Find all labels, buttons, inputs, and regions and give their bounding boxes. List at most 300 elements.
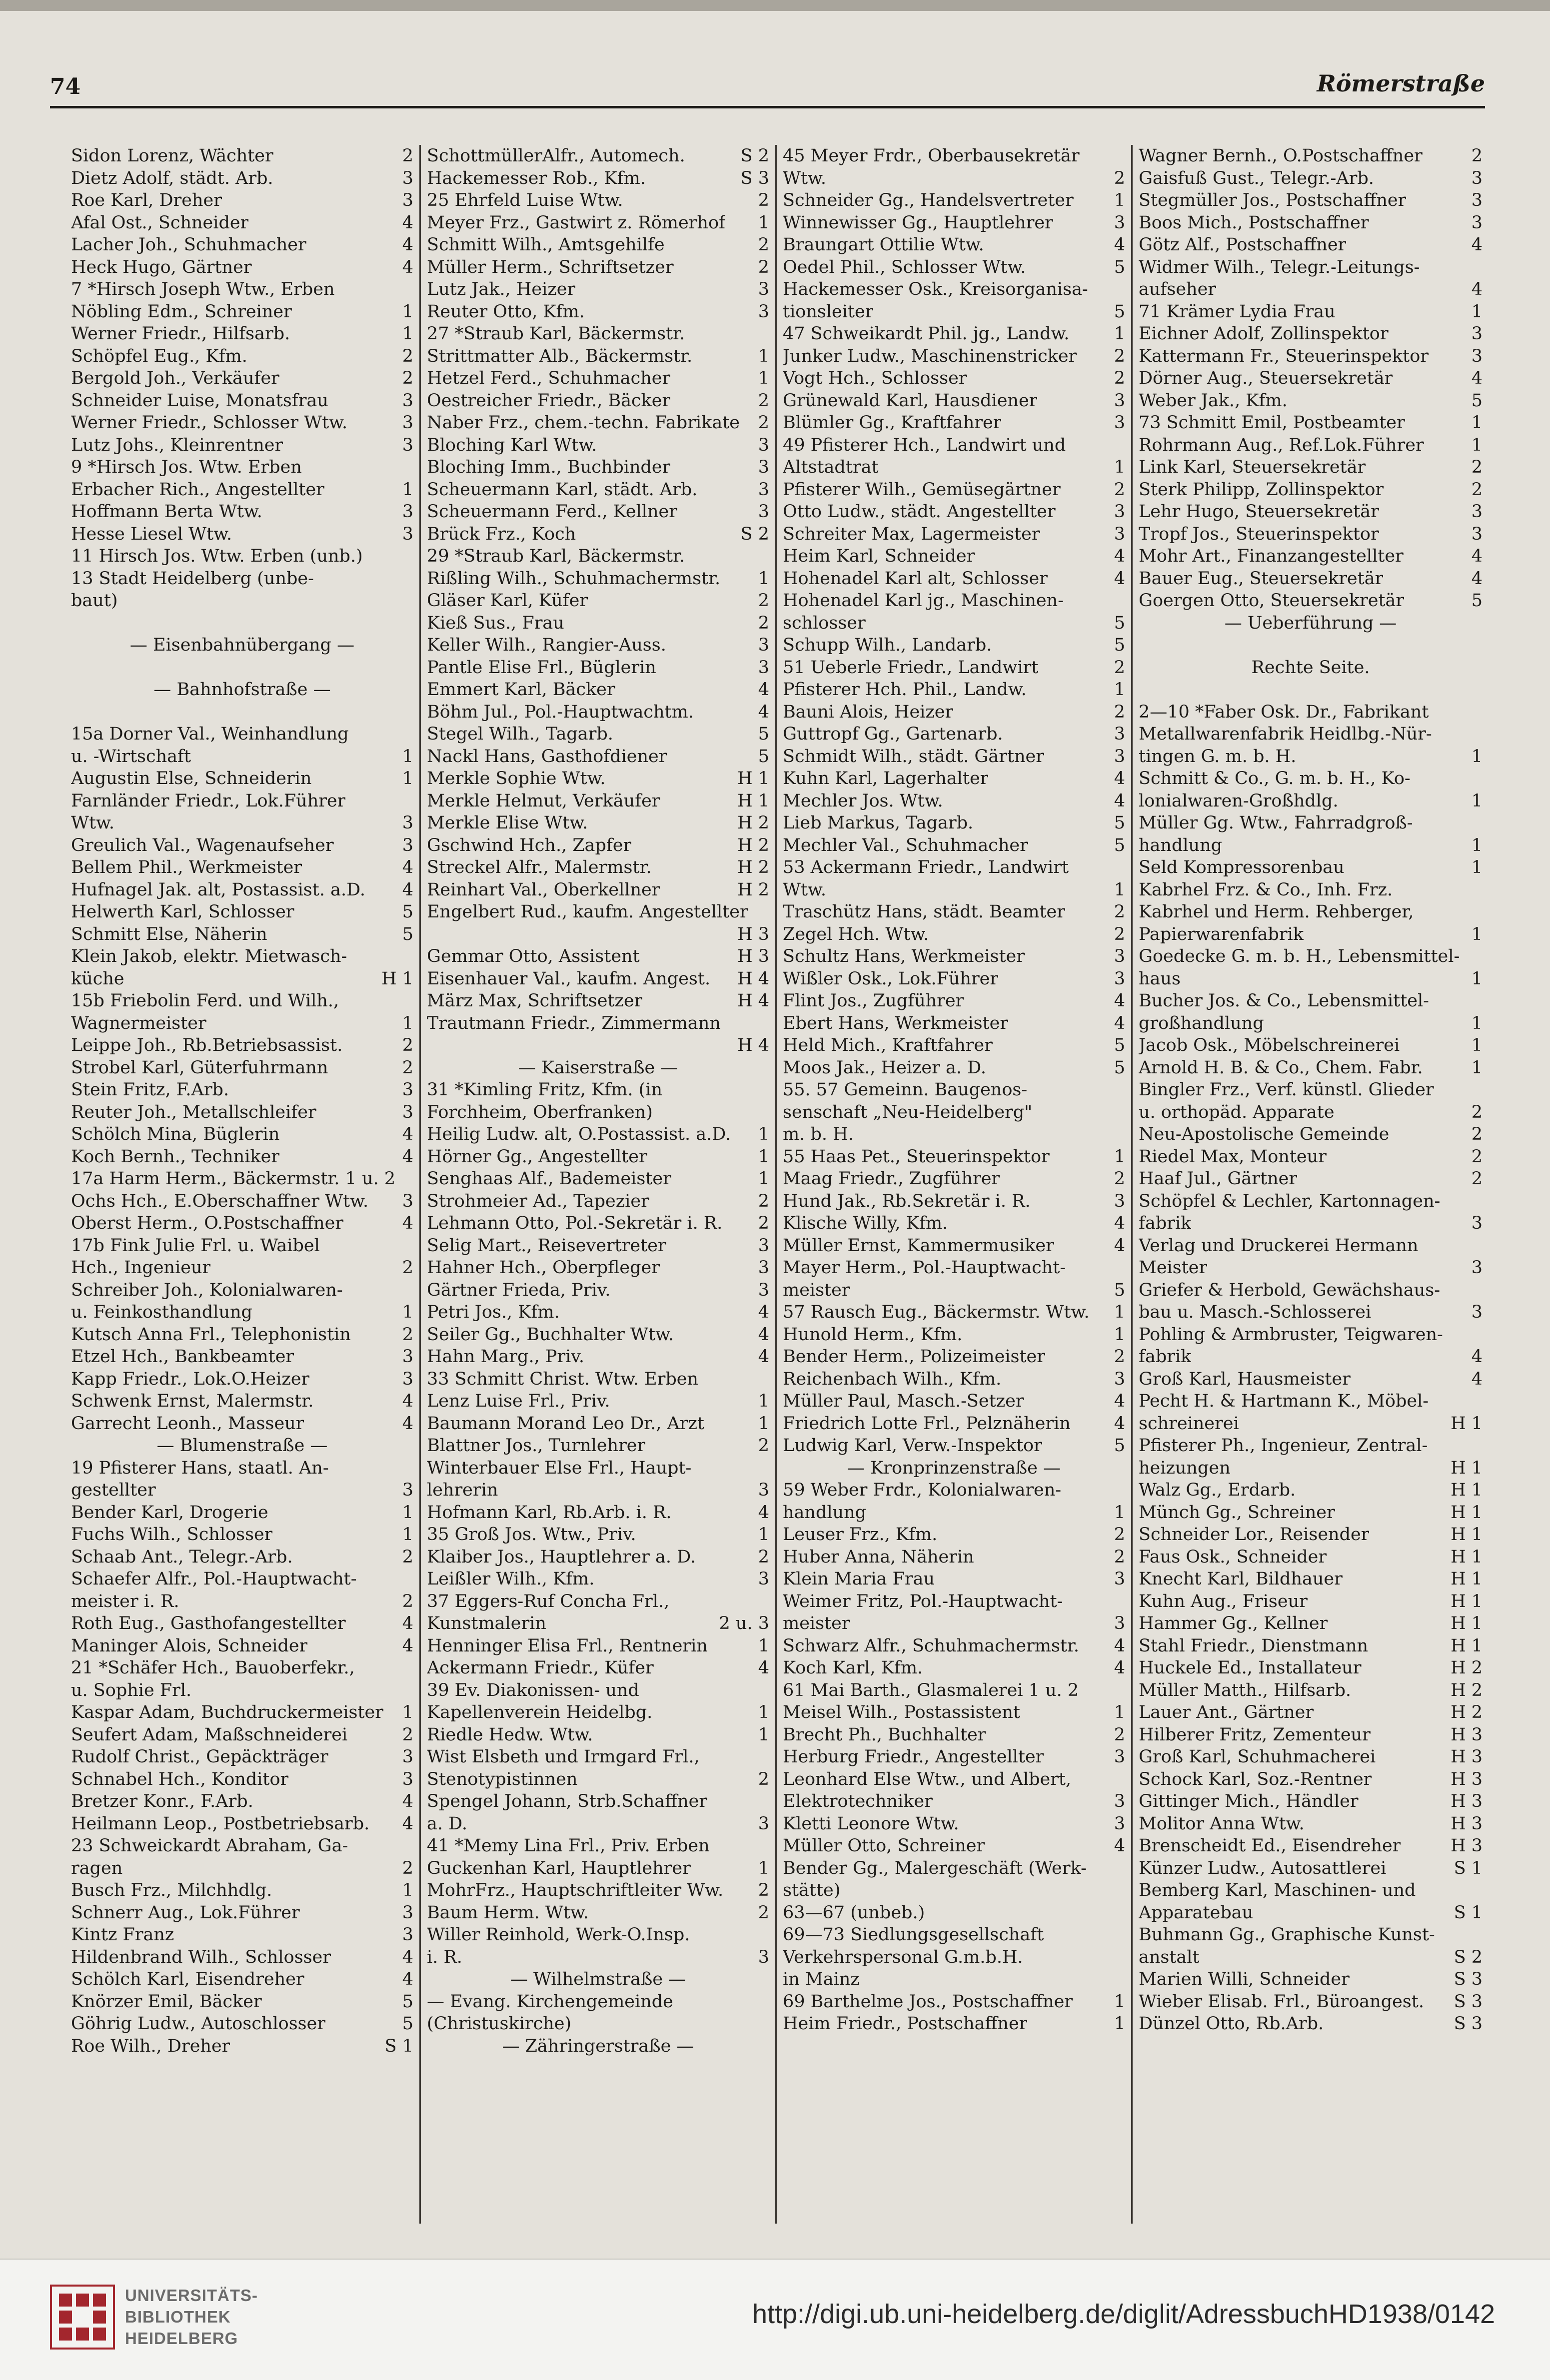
- entry-text: Apparatebau: [1139, 1902, 1254, 1923]
- directory-entry: [1139, 1079, 1483, 1101]
- directory-entry: [427, 1524, 769, 1546]
- entry-floor: S 3: [740, 168, 769, 188]
- entry-text: Klein Maria Frau: [783, 1569, 935, 1589]
- entry-floor: [1480, 1390, 1483, 1413]
- directory-entry: [71, 1502, 413, 1524]
- entry-floor: [1480, 945, 1483, 968]
- directory-entry: [71, 1034, 413, 1057]
- entry-floor: [1480, 1235, 1483, 1257]
- directory-entry: [71, 1413, 413, 1435]
- entry-text: — Eisenbahnübergang —: [129, 635, 355, 655]
- directory-entry: [427, 901, 769, 923]
- entry-floor: 2: [1471, 457, 1483, 477]
- entry-text: Tropf Jos., Steuerinspektor: [1139, 524, 1379, 544]
- entry-text: Brecht Ph., Buchhalter: [783, 1724, 986, 1745]
- entry-text: Hammer Gg., Kellner: [1139, 1613, 1328, 1633]
- entry-floor: 1: [758, 1858, 769, 1878]
- entry-text: Faus Osk., Schneider: [1139, 1547, 1327, 1567]
- entry-text: Goergen Otto, Steuersekretär: [1139, 591, 1405, 611]
- entry-text: Wagnermeister: [71, 1013, 206, 1033]
- entry-floor: 1: [758, 1146, 769, 1167]
- directory-entry: [427, 701, 769, 724]
- entry-floor: 2: [758, 1191, 769, 1211]
- entry-floor: [1480, 1190, 1483, 1213]
- directory-entry: [1139, 479, 1483, 501]
- entry-text: Kieß Sus., Frau: [427, 613, 564, 633]
- entry-floor: 2: [1114, 1724, 1125, 1745]
- directory-entry: [71, 456, 413, 479]
- directory-entry: [427, 256, 769, 279]
- entry-floor: H 1: [1451, 1502, 1483, 1523]
- entry-floor: [766, 1590, 769, 1613]
- entry-floor: 2: [1114, 1347, 1125, 1367]
- entry-text: Schreiber Joh., Kolonialwaren-: [71, 1280, 343, 1300]
- entry-text: Bender Herm., Polizeimeister: [783, 1347, 1045, 1367]
- entry-text: Hildenbrand Wilh., Schlosser: [71, 1947, 331, 1967]
- entry-floor: 3: [1114, 724, 1125, 744]
- entry-floor: [1480, 1879, 1483, 1902]
- directory-entry: [427, 278, 769, 301]
- entry-floor: 1: [758, 368, 769, 388]
- entry-text: Boos Mich., Postschaffner: [1139, 212, 1369, 233]
- entry-floor: 1: [1114, 680, 1125, 700]
- directory-entry: [783, 1991, 1125, 2013]
- directory-entry: [1139, 1034, 1483, 1057]
- entry-floor: 3: [1114, 212, 1125, 233]
- directory-entry: [71, 1902, 413, 1924]
- entry-text: Bloching Imm., Buchbinder: [427, 457, 671, 477]
- directory-entry: [1139, 1212, 1483, 1235]
- entry-floor: 2 u. 3: [719, 1613, 769, 1633]
- entry-floor: 2: [1114, 702, 1125, 722]
- entry-floor: 3: [1114, 1569, 1125, 1589]
- directory-entry: [1139, 901, 1483, 923]
- entry-text: Dünzel Otto, Rb.Arb.: [1139, 2014, 1324, 2034]
- entry-text: Hohenadel Karl jg., Maschinen-: [783, 591, 1064, 611]
- directory-entry: [427, 167, 769, 190]
- directory-entry: [427, 1034, 769, 1057]
- directory-entry: [783, 1257, 1125, 1279]
- directory-entry: [427, 1212, 769, 1235]
- directory-entry: [427, 990, 769, 1012]
- entry-text: Rudolf Christ., Gepäckträger: [71, 1747, 328, 1767]
- entry-text: Müller Gg. Wtw., Fahrradgroß-: [1139, 813, 1413, 833]
- entry-text: stätte): [783, 1880, 841, 1900]
- directory-entry: [427, 812, 769, 834]
- entry-floor: [1122, 590, 1125, 612]
- entry-floor: [1122, 1123, 1125, 1146]
- entry-floor: H 2: [737, 857, 769, 877]
- directory-entry: [1139, 879, 1483, 901]
- entry-text: Verkehrspersonal G.m.b.H.: [783, 1947, 1023, 1967]
- entry-floor: 1: [1114, 2014, 1125, 2034]
- entry-text: u. orthopäd. Apparate: [1139, 1102, 1335, 1122]
- entry-floor: 2: [402, 1035, 413, 1055]
- entry-text: 49 Pfisterer Hch., Landwirt und: [783, 435, 1066, 455]
- entry-floor: 1: [1471, 746, 1483, 767]
- entry-text: Stegmüller Jos., Postschaffner: [1139, 190, 1407, 210]
- entry-floor: 4: [402, 1413, 413, 1434]
- entry-floor: 3: [1114, 968, 1125, 989]
- directory-entry: [71, 323, 413, 345]
- entry-floor: H 1: [737, 791, 769, 811]
- entry-floor: 2: [1114, 902, 1125, 922]
- entry-floor: [410, 1168, 413, 1190]
- entry-floor: 4: [1471, 568, 1483, 589]
- entry-floor: 1: [1471, 413, 1483, 433]
- entry-text: Knörzer Emil, Bäcker: [71, 1991, 262, 2012]
- entry-floor: S 1: [1454, 1858, 1483, 1878]
- entry-text: Seufert Adam, Maßschneiderei: [71, 1724, 348, 1745]
- header-rule: [50, 106, 1485, 108]
- entry-floor: [1480, 901, 1483, 923]
- directory-entry: [783, 746, 1125, 768]
- entry-floor: 3: [402, 502, 413, 522]
- directory-entry: [71, 501, 413, 523]
- entry-text: baut): [71, 591, 118, 611]
- directory-entry: [71, 568, 413, 590]
- entry-floor: 2: [758, 190, 769, 210]
- entry-text: Heim Friedr., Postschaffner: [783, 2014, 1028, 2034]
- directory-entry: [783, 1546, 1125, 1569]
- directory-entry: [1139, 523, 1483, 546]
- directory-entry: [783, 879, 1125, 901]
- directory-entry: [1139, 1413, 1483, 1435]
- entry-text: 59 Weber Frdr., Kolonialwaren-: [783, 1480, 1062, 1500]
- directory-entry: [71, 1924, 413, 1946]
- entry-text: tingen G. m. b. H.: [1139, 746, 1297, 767]
- entry-floor: 3: [1471, 1213, 1483, 1233]
- entry-text: Reuter Joh., Metallschleifer: [71, 1102, 316, 1122]
- entry-text: 15b Friebolin Ferd. und Wilh.,: [71, 991, 339, 1011]
- directory-entry: [427, 1635, 769, 1657]
- entry-text: Afal Ost., Schneider: [71, 212, 249, 233]
- entry-text: fabrik: [1139, 1213, 1192, 1233]
- entry-text: Kunstmalerin: [427, 1613, 546, 1633]
- directory-entry: [783, 301, 1125, 323]
- entry-floor: [410, 568, 413, 590]
- entry-text: Müller Otto, Schreiner: [783, 1836, 985, 1856]
- entry-text: Hackemesser Osk., Kreisorganisa-: [783, 279, 1088, 299]
- entry-text: tionsleiter: [783, 301, 874, 322]
- entry-text: Münch Gg., Schreiner: [1139, 1502, 1335, 1523]
- directory-entry: [71, 723, 413, 746]
- entry-text: Hofmann Karl, Rb.Arb. i. R.: [427, 1502, 672, 1523]
- directory-entry: [1139, 390, 1483, 412]
- entry-floor: 3: [1471, 168, 1483, 188]
- entry-floor: [766, 1746, 769, 1768]
- entry-text: Kintz Franz: [71, 1925, 174, 1945]
- entry-text: 51 Ueberle Friedr., Landwirt: [783, 657, 1039, 678]
- entry-floor: 3: [758, 279, 769, 299]
- entry-floor: 3: [758, 657, 769, 678]
- entry-text: Hahn Marg., Priv.: [427, 1347, 585, 1367]
- directory-entry: [783, 1146, 1125, 1168]
- entry-floor: 3: [1114, 1191, 1125, 1211]
- entry-floor: 2: [1114, 657, 1125, 678]
- entry-text: Keller Wilh., Rangier-Auss.: [427, 635, 666, 655]
- directory-entry: [71, 1946, 413, 1969]
- entry-text: handlung: [1139, 835, 1223, 855]
- entry-text: Heim Karl, Schneider: [783, 546, 975, 566]
- entry-floor: 4: [402, 1213, 413, 1233]
- directory-entry: [783, 901, 1125, 923]
- directory-entry: [71, 634, 413, 657]
- entry-floor: [1122, 1902, 1125, 1924]
- entry-text: Lacher Joh., Schuhmacher: [71, 235, 306, 255]
- entry-floor: 2: [758, 1902, 769, 1923]
- directory-entry: [71, 1435, 413, 1457]
- entry-text: Weimer Fritz, Pol.-Hauptwacht-: [783, 1591, 1063, 1611]
- directory-entry: [427, 723, 769, 746]
- entry-text: Fuchs Wilh., Schlosser: [71, 1525, 273, 1545]
- entry-floor: 4: [758, 680, 769, 700]
- directory-entry: [427, 2035, 769, 2058]
- directory-entry: [71, 1879, 413, 1902]
- directory-entry: [783, 723, 1125, 746]
- entry-floor: 3: [1114, 1791, 1125, 1811]
- entry-floor: 3: [402, 1080, 413, 1100]
- directory-entry: [427, 1568, 769, 1590]
- directory-entry: [427, 590, 769, 612]
- entry-text: Otto Ludw., städt. Angestellter: [783, 502, 1056, 522]
- directory-entry: [427, 790, 769, 812]
- permalink-url[interactable]: http://digi.ub.uni-heidelberg.de/diglit/AdressbuchHD1938/0142: [752, 2299, 1495, 2329]
- directory-entry: [783, 1324, 1125, 1346]
- entry-text: Winterbauer Else Frl., Haupt-: [427, 1458, 692, 1478]
- entry-text: 55. 57 Gemeinn. Baugenos-: [783, 1080, 1028, 1100]
- entry-floor: H 1: [1451, 1569, 1483, 1589]
- entry-floor: H 1: [1451, 1591, 1483, 1611]
- entry-floor: 1: [1114, 190, 1125, 210]
- entry-text: Nackl Hans, Gasthofdiener: [427, 746, 667, 767]
- entry-floor: 1: [758, 1124, 769, 1144]
- entry-text: Merkle Helmut, Verkäufer: [427, 791, 660, 811]
- entry-floor: [1122, 1101, 1125, 1124]
- entry-text: Maag Friedr., Zugführer: [783, 1169, 1000, 1189]
- entry-text: Schmidt Wilh., städt. Gärtner: [783, 746, 1044, 767]
- entry-text: Weber Jak., Kfm.: [1139, 390, 1288, 411]
- entry-floor: [1122, 1968, 1125, 1991]
- entry-floor: H 2: [737, 835, 769, 855]
- entry-floor: 4: [402, 1947, 413, 1967]
- entry-text: Oestreicher Friedr., Bäcker: [427, 390, 671, 411]
- entry-text: Koch Bernh., Techniker: [71, 1146, 280, 1167]
- directory-entry: [427, 1657, 769, 1679]
- entry-text: Schwenk Ernst, Malermstr.: [71, 1391, 314, 1411]
- entry-floor: [1122, 1857, 1125, 1880]
- entry-floor: 3: [758, 301, 769, 322]
- entry-text: Wagner Bernh., O.Postschaffner: [1139, 146, 1423, 166]
- entry-text: Marien Willi, Schneider: [1139, 1969, 1350, 1989]
- entry-text: Forchheim, Oberfranken): [427, 1102, 653, 1122]
- entry-floor: 1: [1114, 457, 1125, 477]
- entry-text: Bauni Alois, Heizer: [783, 702, 954, 722]
- entry-floor: 3: [402, 168, 413, 188]
- directory-entry: [783, 1524, 1125, 1546]
- entry-floor: 2: [1471, 1102, 1483, 1122]
- entry-floor: 2: [758, 390, 769, 411]
- directory-entry: [427, 1457, 769, 1480]
- directory-entry: [1139, 1946, 1483, 1969]
- entry-text: Brenscheidt Ed., Eisendreher: [1139, 1836, 1401, 1856]
- directory-entry: [1139, 790, 1483, 812]
- directory-entry: [783, 612, 1125, 635]
- entry-floor: 1: [1471, 791, 1483, 811]
- entry-floor: [1480, 879, 1483, 901]
- entry-text: Bucher Jos. & Co., Lebensmittel-: [1139, 991, 1430, 1011]
- entry-text: anstalt: [1139, 1947, 1200, 1967]
- entry-text: Gläser Karl, Küfer: [427, 591, 588, 611]
- entry-text: Eisenhauer Val., kaufm. Angest.: [427, 968, 711, 989]
- entry-text: Guckenhan Karl, Hauptlehrer: [427, 1858, 691, 1878]
- entry-text: Roe Wilh., Dreher: [71, 2036, 230, 2056]
- entry-text: Bender Karl, Drogerie: [71, 1502, 268, 1523]
- entry-floor: [410, 723, 413, 746]
- directory-entry: [427, 545, 769, 568]
- entry-text: 53 Ackermann Friedr., Landwirt: [783, 857, 1069, 877]
- entry-floor: H 4: [737, 991, 769, 1011]
- directory-entry: [1139, 1435, 1483, 1457]
- directory-entry: [427, 434, 769, 457]
- entry-text: Kattermann Fr., Steuerinspektor: [1139, 346, 1429, 366]
- entry-floor: [410, 945, 413, 968]
- entry-floor: H 3: [737, 924, 769, 944]
- directory-entry: [427, 923, 769, 946]
- entry-text: Kutsch Anna Frl., Telephonistin: [71, 1324, 351, 1345]
- directory-entry: [783, 1502, 1125, 1524]
- directory-entry: [427, 1924, 769, 1946]
- directory-entry: [783, 701, 1125, 724]
- entry-floor: H 3: [737, 946, 769, 966]
- directory-entry: [783, 923, 1125, 946]
- entry-text: Merkle Sophie Wtw.: [427, 769, 606, 789]
- entry-floor: 4: [1114, 1235, 1125, 1256]
- entry-text: Pohling & Armbruster, Teigwaren-: [1139, 1324, 1443, 1345]
- entry-floor: [1122, 1079, 1125, 1101]
- directory-entry: [427, 1590, 769, 1613]
- directory-entry: [427, 456, 769, 479]
- entry-text: gestellter: [71, 1480, 156, 1500]
- directory-entry: [71, 901, 413, 923]
- entry-floor: 4: [758, 702, 769, 722]
- entry-floor: 1: [758, 568, 769, 589]
- entry-floor: [410, 1457, 413, 1480]
- directory-entry: [783, 523, 1125, 546]
- entry-text: Helwerth Karl, Schlosser: [71, 902, 294, 922]
- directory-entry: [783, 1724, 1125, 1746]
- directory-entry: [71, 701, 413, 724]
- entry-text: Heilig Ludw. alt, O.Postassist. a.D.: [427, 1124, 731, 1144]
- directory-entry: [1139, 545, 1483, 568]
- entry-text: Friedrich Lotte Frl., Pelznäherin: [783, 1413, 1071, 1434]
- entry-floor: 1: [1114, 879, 1125, 900]
- entry-floor: 3: [1114, 1369, 1125, 1389]
- entry-text: 57 Rausch Eug., Bäckermstr. Wtw.: [783, 1302, 1090, 1322]
- entry-floor: [1122, 1924, 1125, 1946]
- entry-floor: 3: [758, 1947, 769, 1967]
- directory-entry: [783, 768, 1125, 790]
- entry-text: Hesse Liesel Wtw.: [71, 524, 232, 544]
- directory-entry: [427, 945, 769, 968]
- directory-entry: [1139, 256, 1483, 279]
- directory-entry: [71, 1368, 413, 1391]
- entry-floor: 3: [758, 1280, 769, 1300]
- entry-floor: [766, 1790, 769, 1813]
- entry-text: Dietz Adolf, städt. Arb.: [71, 168, 273, 188]
- entry-text: Wist Elsbeth und Irmgard Frl.,: [427, 1747, 700, 1767]
- entry-floor: 3: [402, 1191, 413, 1211]
- entry-text: 29 *Straub Karl, Bäckermstr.: [427, 546, 685, 566]
- directory-entry: [427, 1612, 769, 1635]
- directory-entry: [783, 234, 1125, 256]
- directory-entry: [427, 856, 769, 879]
- directory-entry: [427, 679, 769, 701]
- entry-floor: [1480, 990, 1483, 1012]
- entry-floor: [1122, 1768, 1125, 1791]
- entry-floor: 1: [402, 1880, 413, 1900]
- entry-text: Henninger Elisa Frl., Rentnerin: [427, 1635, 708, 1656]
- directory-entry: [1139, 1546, 1483, 1569]
- entry-text: Hch., Ingenieur: [71, 1258, 211, 1278]
- entry-text: Kapellenverein Heidelbg.: [427, 1702, 653, 1722]
- directory-entry: [1139, 1279, 1483, 1302]
- directory-entry: [783, 1012, 1125, 1035]
- directory-entry: [1139, 1057, 1483, 1079]
- directory-entry: [427, 1724, 769, 1746]
- entry-text: Kuhn Aug., Friseur: [1139, 1591, 1308, 1611]
- entry-text: Stenotypistinnen: [427, 1769, 578, 1789]
- entry-floor: 2: [402, 1547, 413, 1567]
- entry-text: Baum Herm. Wtw.: [427, 1902, 589, 1923]
- entry-floor: 3: [402, 1902, 413, 1923]
- directory-entry: [71, 657, 413, 679]
- directory-entry: [71, 590, 413, 612]
- directory-entry: [427, 1257, 769, 1279]
- entry-floor: S 3: [1454, 1969, 1483, 1989]
- entry-floor: 3: [402, 1769, 413, 1789]
- directory-entry: [427, 412, 769, 434]
- entry-text: Mayer Herm., Pol.-Hauptwacht-: [783, 1258, 1066, 1278]
- directory-entry: [1139, 367, 1483, 390]
- entry-floor: 1: [402, 324, 413, 344]
- entry-text: meister: [783, 1613, 850, 1633]
- directory-entry: [71, 1546, 413, 1569]
- entry-floor: H 1: [1451, 1413, 1483, 1434]
- entry-floor: 2: [1471, 146, 1483, 166]
- directory-entry: [1139, 612, 1483, 635]
- entry-floor: 3: [1114, 502, 1125, 522]
- entry-floor: 3: [402, 1480, 413, 1500]
- entry-floor: 1: [402, 1013, 413, 1033]
- entry-text: Greulich Val., Wagenaufseher: [71, 835, 334, 855]
- directory-entry: [71, 1301, 413, 1324]
- directory-entry: [71, 812, 413, 834]
- directory-entry: [71, 412, 413, 434]
- entry-text: Rechte Seite.: [1251, 657, 1370, 678]
- directory-entry: [71, 2013, 413, 2035]
- entry-floor: [1122, 1257, 1125, 1279]
- entry-floor: 4: [402, 879, 413, 900]
- entry-floor: 3: [402, 435, 413, 455]
- directory-entry: [783, 1057, 1125, 1079]
- directory-entry: [427, 1324, 769, 1346]
- entry-text: fabrik: [1139, 1347, 1192, 1367]
- entry-floor: 1: [758, 1169, 769, 1189]
- column-3: [777, 145, 1133, 2224]
- directory-entry: [71, 1257, 413, 1279]
- entry-floor: 1: [1471, 1035, 1483, 1055]
